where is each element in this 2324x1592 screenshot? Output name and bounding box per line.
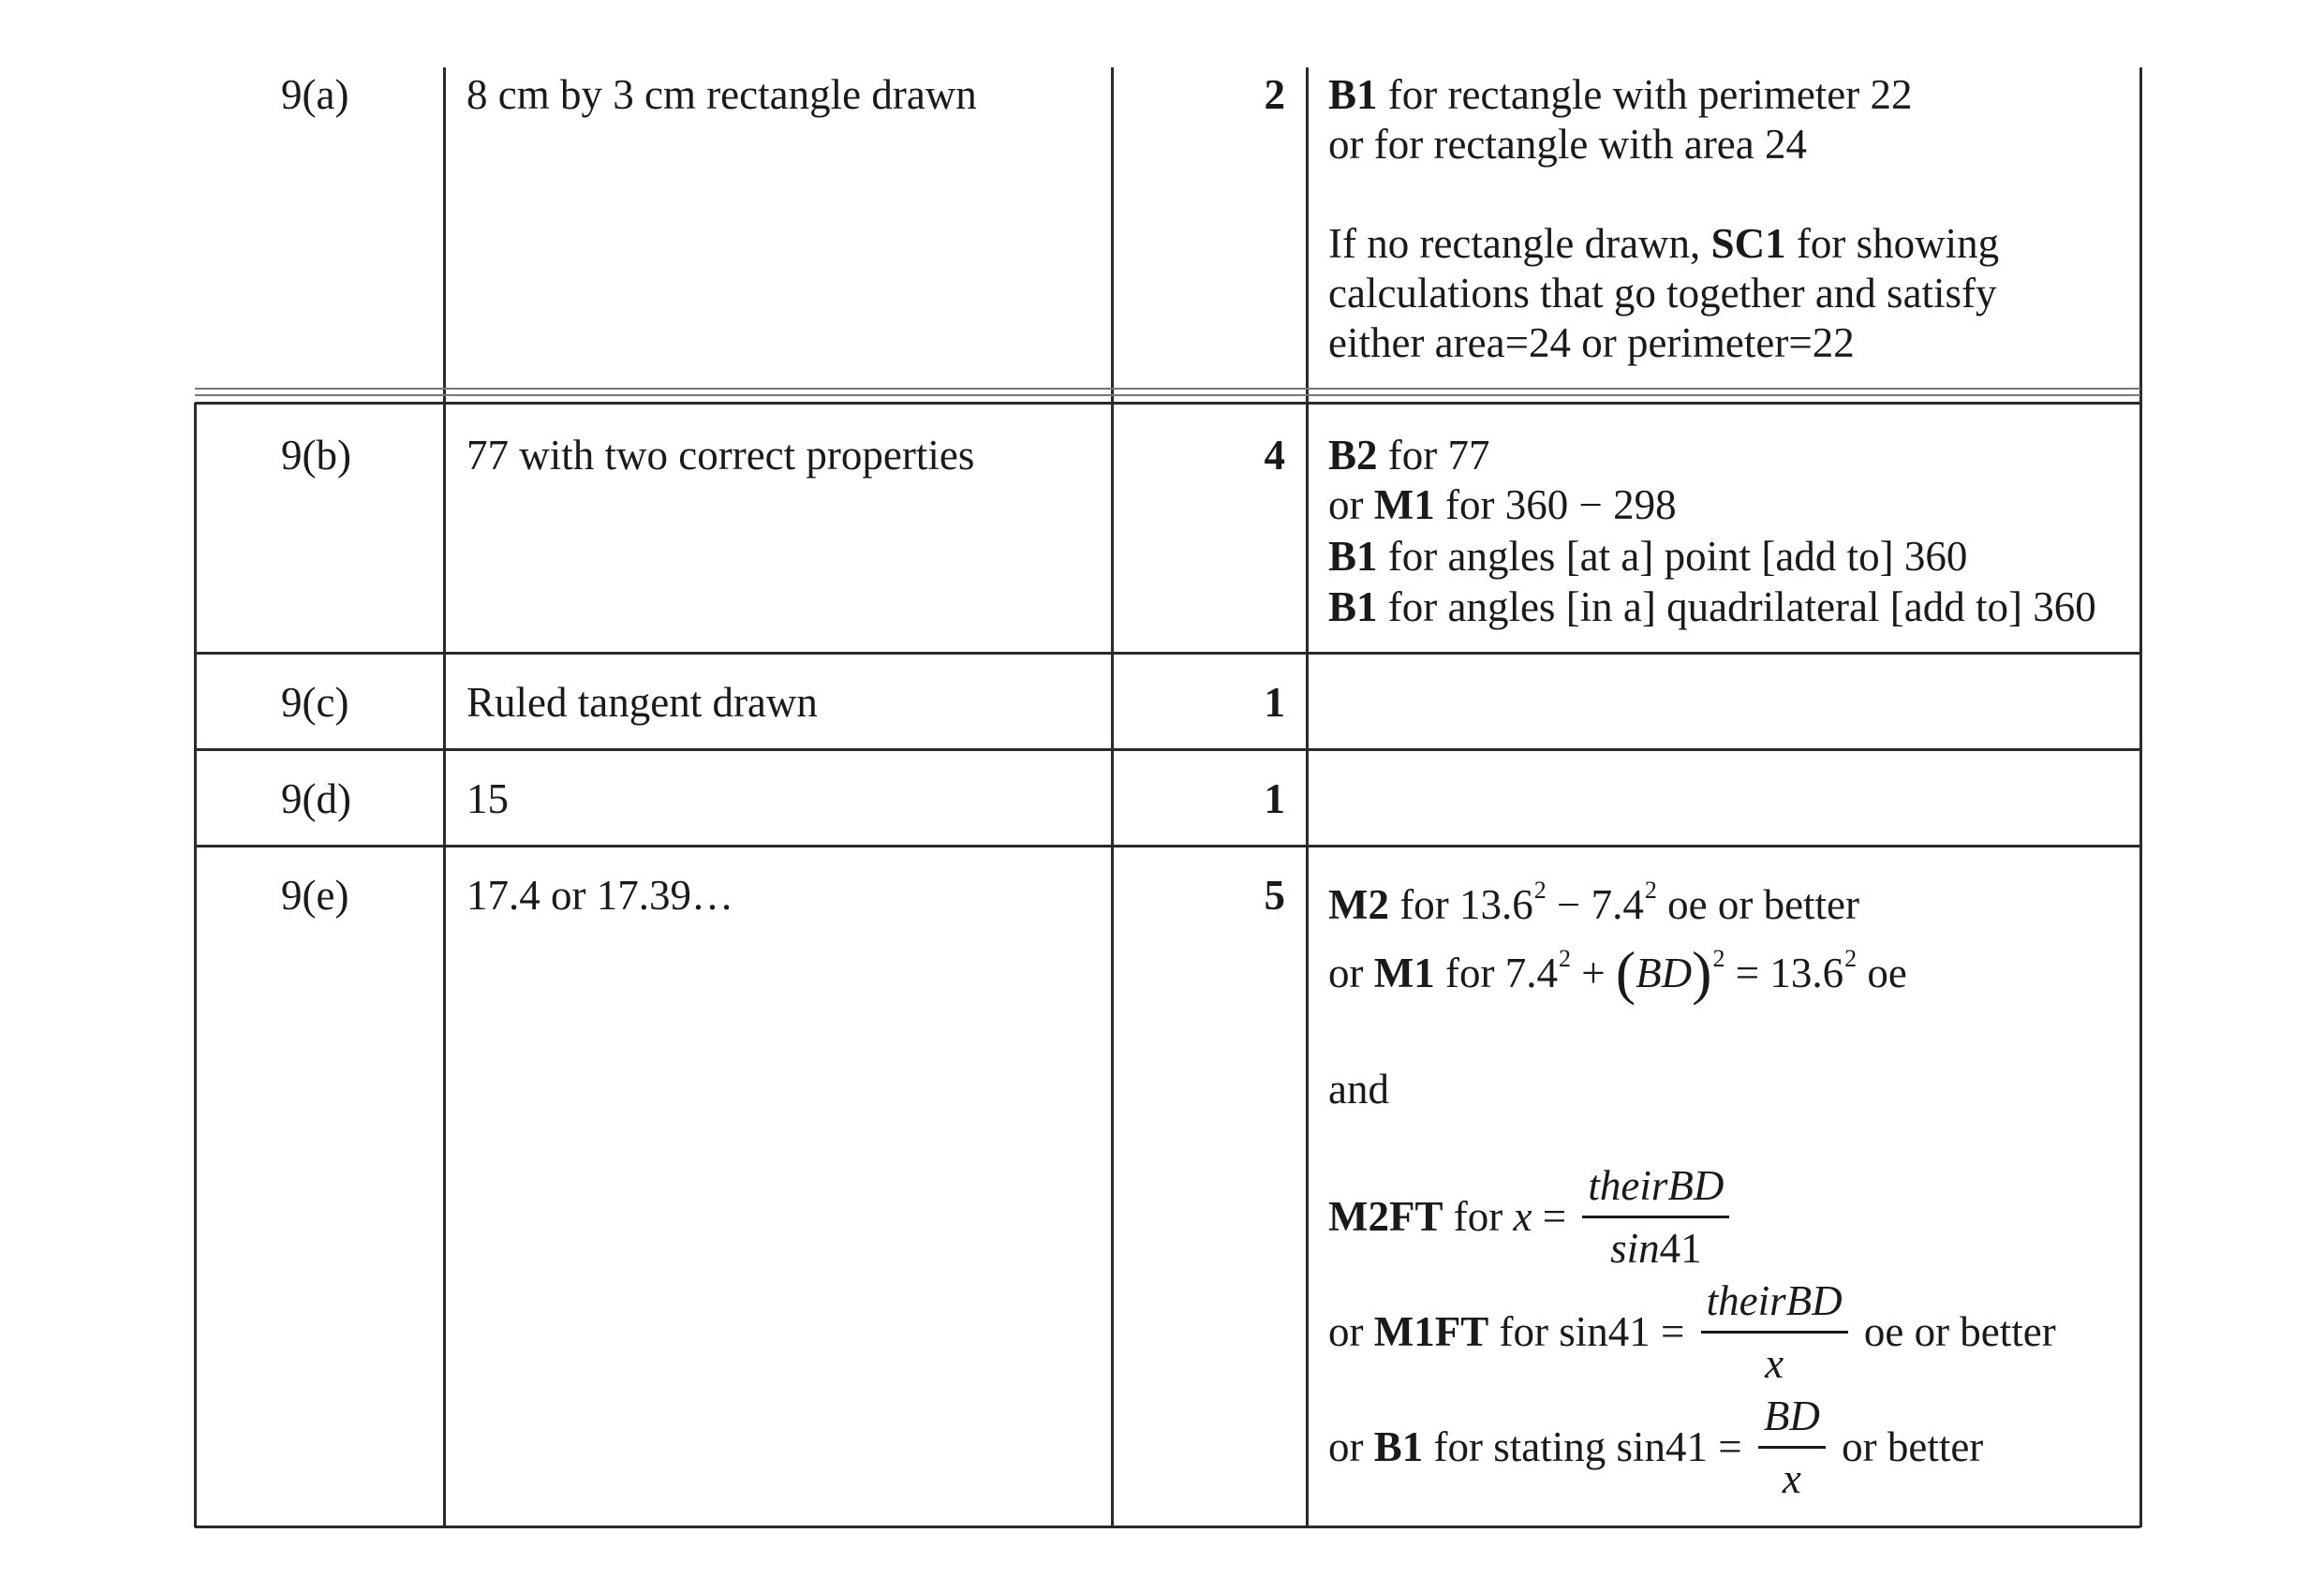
- guidance-9a-line-3: If no rectangle drawn, SC1 for showing: [1328, 220, 2000, 267]
- row-divider-9a-mid: [195, 394, 2140, 396]
- guidance-9e-line-6: or B1 for stating sin41 = $\frac{BD}{x}$ or better: [1328, 1393, 1984, 1502]
- guidance-9e-line-4: M2FT for x = $\frac{\text{theirBD}}{\sin 41}$: [1328, 1167, 1735, 1275]
- answer-9d: 15: [466, 775, 509, 822]
- column-divider-answer: [1111, 67, 1114, 1527]
- column-divider-question: [443, 67, 446, 1527]
- guidance-9e-line-5: or M1FT for sin41 = $\frac{\text{theirBD}}{x}$ oe or better: [1328, 1277, 2056, 1387]
- row-divider-9b: [195, 402, 2140, 405]
- guidance-9a-line-1: B1 for rectangle with perimeter 22: [1328, 71, 1913, 118]
- row-divider-9c: [195, 652, 2140, 655]
- fraction-bd-over-x: $\frac{BD}{x}$: [1758, 1393, 1826, 1501]
- answer-9c: Ruled tangent drawn: [466, 679, 818, 726]
- answer-9e: 17.4 or 17.39…: [466, 872, 733, 919]
- answer-9a: 8 cm by 3 cm rectangle drawn: [466, 71, 977, 118]
- fraction-theirbd-over-sin41: $\frac{\text{theirBD}}{\sin 41}$: [1582, 1163, 1729, 1271]
- guidance-9b-line-4: B1 for angles [in a] quadrilateral [add to] 360: [1328, 583, 2096, 630]
- table-border-right: [2139, 67, 2142, 1527]
- guidance-9b-line-3: B1 for angles [at a] point [add to] 360: [1328, 533, 1968, 580]
- guidance-9b-line-1: B2 for 77: [1328, 432, 1490, 479]
- question-number-9b: 9(b): [281, 432, 351, 479]
- guidance-9e-line-3: and: [1328, 1066, 1389, 1113]
- question-number-9d: 9(d): [281, 775, 351, 822]
- guidance-9b-line-2: or M1 for 360 − 298: [1328, 481, 1677, 528]
- row-divider-9a-top: [195, 388, 2140, 390]
- guidance-9e-line-1: M2 for $13.6^2 - 7.4^2$ oe or better: [1328, 877, 1860, 928]
- question-number-9a: 9(a): [281, 71, 349, 118]
- row-divider-9d: [195, 748, 2140, 751]
- row-divider-9e: [195, 845, 2140, 848]
- answer-9b: 77 with two correct properties: [466, 432, 975, 479]
- guidance-9a-line-5: either area=24 or perimeter=22: [1328, 319, 1855, 366]
- question-number-9c: 9(c): [281, 679, 349, 726]
- question-number-9e: 9(e): [281, 872, 349, 919]
- table-border-bottom: [195, 1526, 2140, 1528]
- column-divider-marks: [1306, 67, 1309, 1527]
- table-border-left: [194, 403, 197, 1527]
- guidance-9a-line-4: calculations that go together and satisfy: [1328, 270, 1997, 317]
- guidance-9e-line-2: or M1 for $7.4^2 + (BD)^2 = 13.6^2$ oe: [1328, 939, 1907, 1006]
- guidance-9a-line-2: or for rectangle with area 24: [1328, 121, 1807, 168]
- fraction-theirbd-over-x: $\frac{\text{theirBD}}{x}$: [1701, 1278, 1848, 1386]
